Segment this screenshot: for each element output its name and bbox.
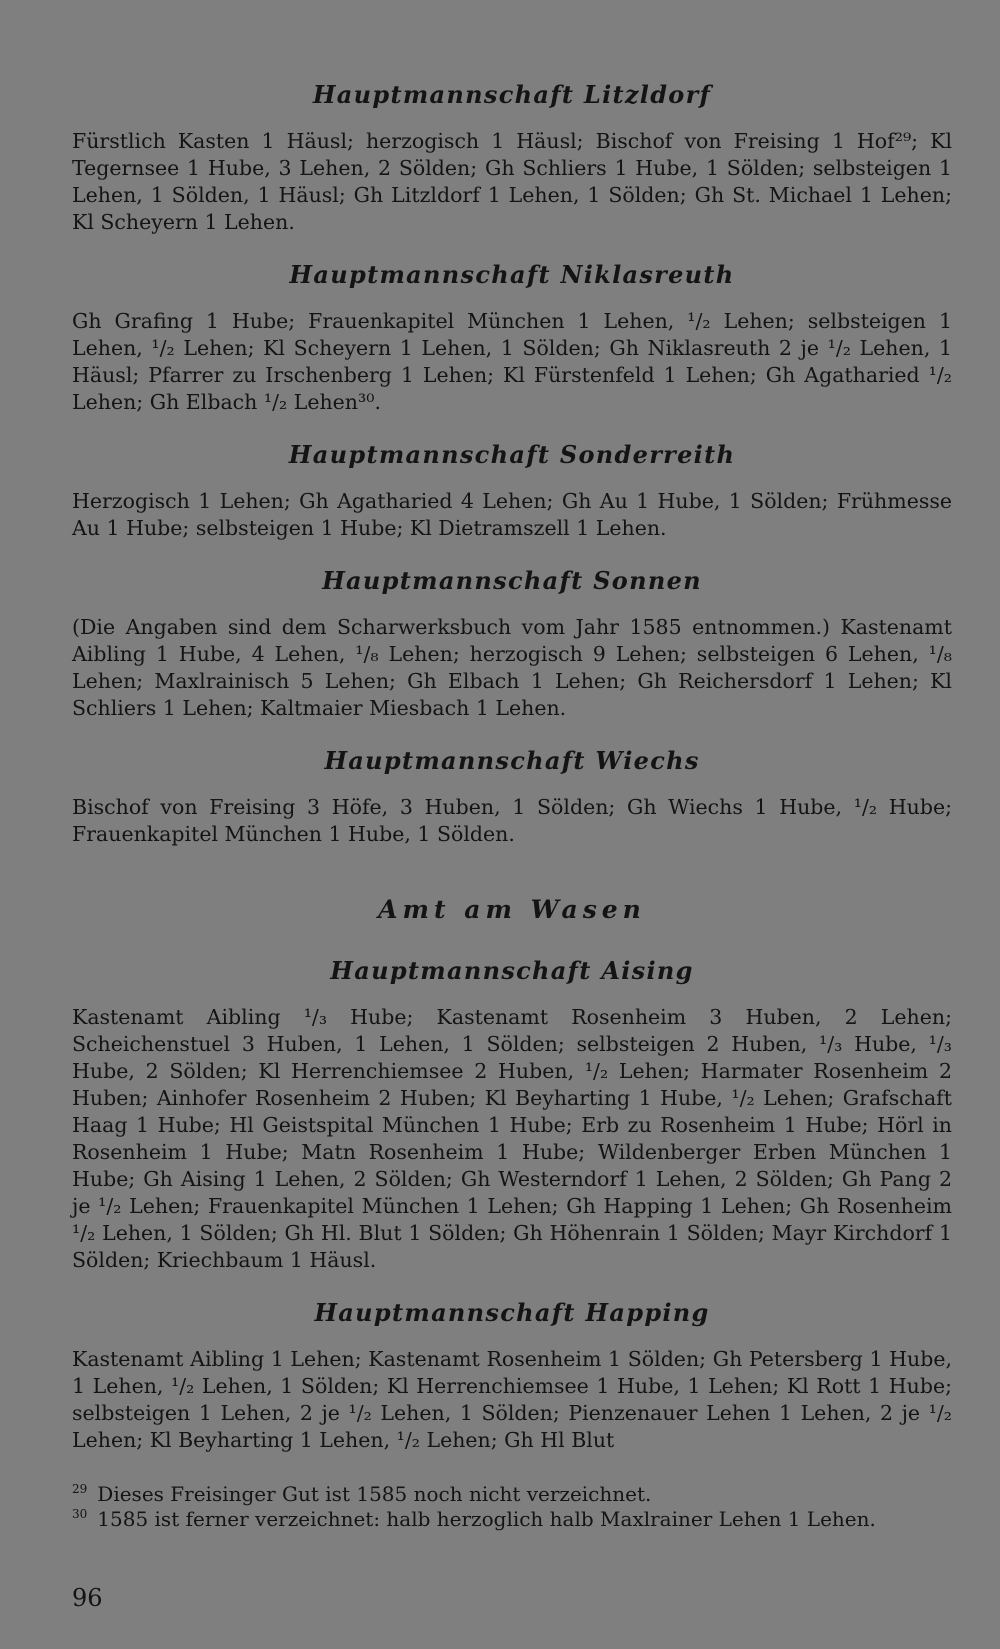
footnote-29 <box>72 1482 952 1507</box>
paragraph-sonnen: (Die Angaben sind dem Scharwerksbuch vom Jahr 1585 entnommen.) Kastenamt Aibling 1 Hube, 4 Lehen, ¹/₈ Lehen; herzogisch 9 Lehen; selbsteigen 6 Lehen, ¹/₈ Lehen; Maxlrainisch 5 Lehen; Gh Elbach 1 Lehen; Gh Reichersdorf 1 Lehen; Kl Schliers 1 Lehen; Kaltmaier Miesbach 1 Lehen. <box>72 615 952 720</box>
paragraph-niklasreuth: Gh Grafing 1 Hube; Frauenkapitel München 1 Lehen, ¹/₂ Lehen; selbsteigen 1 Lehen, ¹/₂ Lehen; Kl Scheyern 1 Lehen, 1 Sölden; Gh Niklasreuth 2 je ¹/₂ Lehen, 1 Häusl; Pfarrer zu Irschenberg 1 Lehen; Kl Fürstenfeld 1 Lehen; Gh Agatharied ¹/₂ Lehen; Gh Elbach ¹/₂ Lehen³⁰. <box>72 309 952 414</box>
paragraph-happing: Kastenamt Aibling 1 Lehen; Kastenamt Rosenheim 1 Sölden; Gh Petersberg 1 Hube, 1 Lehen, ¹/₂ Lehen, 1 Sölden; Kl Herrenchiemsee 1 Hube, 1 Lehen; Kl Rott 1 Hube; selbsteigen 1 Lehen, 2 je ¹/₂ Lehen, 1 Sölden; Pienzenauer Lehen 1 Lehen, 2 je ¹/₂ Lehen; Kl Beyharting 1 Lehen, ¹/₂ Lehen; Gh Hl Blut <box>72 1347 952 1452</box>
footnote-mark: 30 <box>72 1507 88 1522</box>
heading-sonnen: Hauptmannschaft Sonnen <box>322 566 702 595</box>
footnote-text: 1585 ist ferner verzeichnet: halb herzoglich halb Maxlrainer Lehen 1 Lehen. <box>97 1507 876 1531</box>
section-title-amt-am-wasen: Amt am Wasen <box>378 895 646 924</box>
heading-niklasreuth: Hauptmannschaft Niklasreuth <box>289 260 735 289</box>
paragraph-aising: Kastenamt Aibling ¹/₃ Hube; Kastenamt Rosenheim 3 Huben, 2 Lehen; Scheichenstuel 3 Huben, 1 Lehen, 1 Sölden; selbsteigen 2 Huben, ¹/₃ Hube, ¹/₃ Hube, 2 Sölden; Kl Herrenchiemsee 2 Huben, ¹/₂ Lehen; Harmater Rosenheim 2 Huben; Ainhofer Rosenheim 2 Huben; Kl Beyharting 1 Hube, ¹/₂ Lehen; Grafschaft Haag 1 Hube; Hl Geistspital München 1 Hube; Erb zu Rosenheim 1 Hube; Hörl in Rosenheim 1 Hube; Matn Rosenheim 1 Hube; Wildenberger Erben München 1 Hube; Gh Aising 1 Lehen, 2 Sölden; Gh Westerndorf 1 Lehen, 2 Sölden; Gh Pang 2 je ¹/₂ Lehen; Frauenkapitel München 1 Lehen; Gh Happing 1 Lehen; Gh Rosenheim ¹/₂ Lehen, 1 Sölden; Gh Hl. Blut 1 Sölden; Gh Höhenrain 1 Sölden; Mayr Kirchdorf 1 Sölden; Kriechbaum 1 Häusl. <box>72 1005 952 1272</box>
footnote-text: Dieses Freisinger Gut ist 1585 noch nicht verzeichnet. <box>97 1482 652 1506</box>
page-number: 96 <box>72 1584 103 1612</box>
heading-litzldorf: Hauptmannschaft Litzldorf <box>312 80 712 109</box>
paragraph-wiechs: Bischof von Freising 3 Höfe, 3 Huben, 1 Sölden; Gh Wiechs 1 Hube, ¹/₂ Hube; Frauenkapitel München 1 Hube, 1 Sölden. <box>72 795 952 846</box>
footnote-mark: 29 <box>72 1482 88 1497</box>
paragraph-sonderreith: Herzogisch 1 Lehen; Gh Agatharied 4 Lehen; Gh Au 1 Hube, 1 Sölden; Frühmesse Au 1 Hube; selbsteigen 1 Hube; Kl Dietramszell 1 Lehen. <box>72 489 952 540</box>
page-body <box>72 70 952 1532</box>
heading-sonderreith: Hauptmannschaft Sonderreith <box>288 440 736 469</box>
heading-aising: Hauptmannschaft Aising <box>330 956 694 985</box>
heading-happing: Hauptmannschaft Happing <box>314 1298 710 1327</box>
heading-wiechs: Hauptmannschaft Wiechs <box>324 746 700 775</box>
footnote-30 <box>72 1507 952 1532</box>
paragraph-litzldorf: Fürstlich Kasten 1 Häusl; herzogisch 1 Häusl; Bischof von Freising 1 Hof²⁹; Kl Tegernsee 1 Hube, 3 Lehen, 2 Sölden; Gh Schliers 1 Hube, 1 Sölden; selbsteigen 1 Lehen, 1 Sölden, 1 Häusl; Gh Litzldorf 1 Lehen, 1 Sölden; Gh St. Michael 1 Lehen; Kl Scheyern 1 Lehen. <box>72 129 952 234</box>
footnotes <box>72 1482 952 1532</box>
